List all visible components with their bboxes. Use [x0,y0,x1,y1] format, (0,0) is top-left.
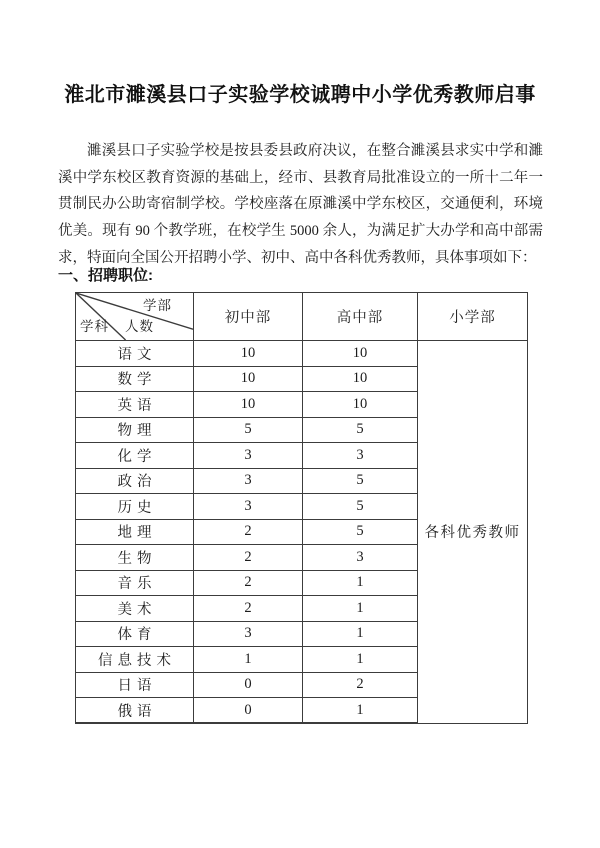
subject-cell: 物理 [76,417,194,443]
table-row [76,341,528,367]
senior-count-cell: 3 [303,545,418,571]
junior-count-cell: 3 [194,494,303,520]
junior-count-cell: 2 [194,570,303,596]
senior-count-cell: 3 [303,443,418,469]
column-header-primary: 小学部 [418,293,528,341]
document-title: 淮北市濉溪县口子实验学校诚聘中小学优秀教师启事 [64,84,536,106]
subject-cell: 生物 [76,545,194,571]
senior-count-cell: 1 [303,698,418,724]
junior-count-cell: 3 [194,621,303,647]
primary-note-cell: 各科优秀教师 [418,341,528,724]
subject-cell: 体育 [76,621,194,647]
senior-count-cell: 1 [303,570,418,596]
senior-count-cell: 5 [303,417,418,443]
junior-count-cell: 2 [194,596,303,622]
table-header-row [76,293,528,341]
subject-cell: 俄语 [76,698,194,724]
subject-cell: 地理 [76,519,194,545]
junior-count-cell: 0 [194,698,303,724]
junior-count-cell: 1 [194,647,303,673]
table-corner-cell [76,293,194,341]
corner-label-department: 学部 [143,298,172,313]
senior-count-cell: 1 [303,621,418,647]
subject-cell: 历史 [76,494,194,520]
subject-cell: 政治 [76,468,194,494]
subject-cell: 美术 [76,596,194,622]
senior-count-cell: 1 [303,596,418,622]
corner-label-subject: 学科 [80,319,109,334]
column-header-junior: 初中部 [194,293,303,341]
subject-cell: 英语 [76,392,194,418]
junior-count-cell: 3 [194,468,303,494]
senior-count-cell: 1 [303,647,418,673]
subject-cell: 数学 [76,366,194,392]
senior-count-cell: 10 [303,341,418,367]
subject-cell: 语文 [76,341,194,367]
junior-count-cell: 5 [194,417,303,443]
junior-count-cell: 2 [194,519,303,545]
senior-count-cell: 10 [303,366,418,392]
recruitment-table [75,292,528,724]
senior-count-cell: 2 [303,672,418,698]
senior-count-cell: 5 [303,494,418,520]
subject-cell: 日语 [76,672,194,698]
junior-count-cell: 10 [194,341,303,367]
senior-count-cell: 5 [303,468,418,494]
column-header-senior: 高中部 [303,293,418,341]
junior-count-cell: 10 [194,392,303,418]
junior-count-cell: 3 [194,443,303,469]
junior-count-cell: 0 [194,672,303,698]
corner-label-count: 人数 [125,319,154,334]
subject-cell: 音乐 [76,570,194,596]
section-heading-recruitment-positions: 一、招聘职位: [58,267,153,284]
intro-paragraph: 濉溪县口子实验学校是按县委县政府决议，在整合濉溪县求实中学和濉溪中学东校区教育资源的基础上，经市、县教育局批准设立的一所十二年一贯制民办公助寄宿制学校。学校座落在原濉溪中学东校区，交通便利，环境优美。现有 90 个教学班，在校学生 5000 余人，为满足扩大办学和高中部需求，特面向全国公开招聘小学、初中、高中各科优秀教师，具体事项如下： [58,143,543,266]
junior-count-cell: 2 [194,545,303,571]
junior-count-cell: 10 [194,366,303,392]
senior-count-cell: 10 [303,392,418,418]
subject-cell: 信息技术 [76,647,194,673]
subject-cell: 化学 [76,443,194,469]
senior-count-cell: 5 [303,519,418,545]
